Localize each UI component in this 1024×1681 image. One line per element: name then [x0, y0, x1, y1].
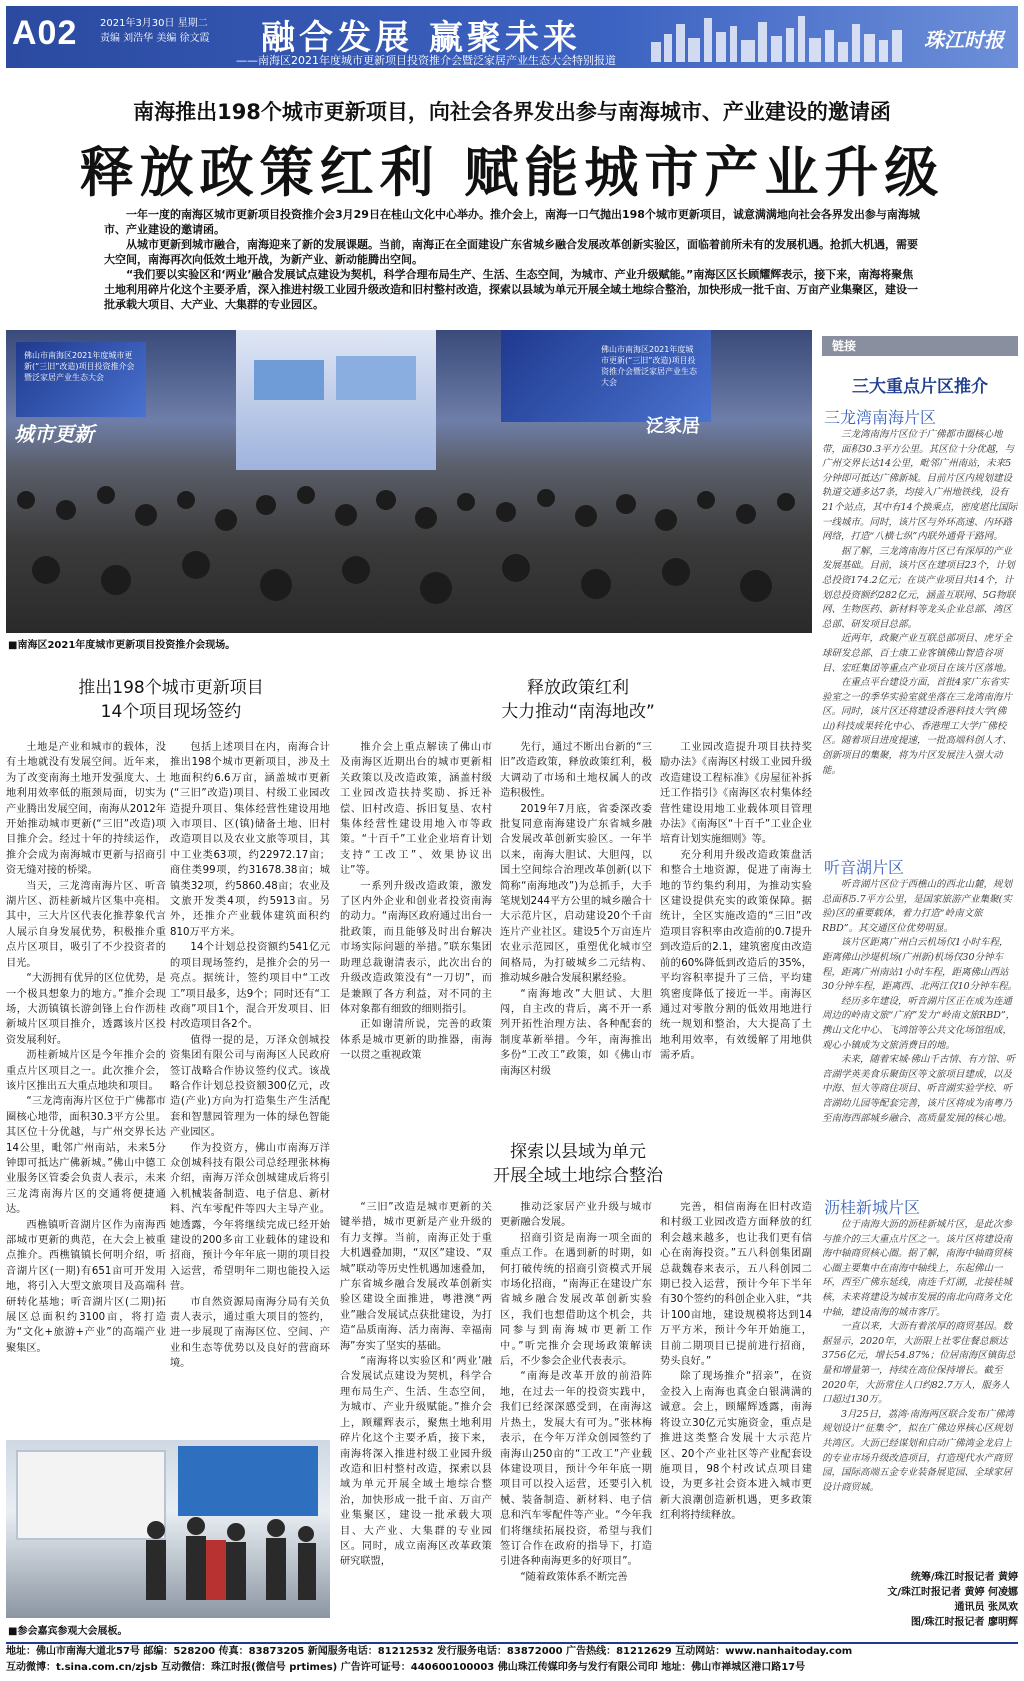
main-headline: 释放政策红利 赋能城市产业升级: [79, 140, 945, 204]
section3-heading: 探索以县域为单元 开展全域土地综合整治: [493, 1142, 663, 1186]
section3-column-1: “三旧”改造是城市更新的关键举措，城市更新是产业升级的有力支撑。当前，南海正处于重大机遇叠加期，“双区”建设、“双城”联动等历史性机遇加速叠加，广东省城乡融合发展改革创新实验区建设全面推进，粤港澳“两业”融合发展试点获批建设，为打造“品质南海、活力南海、幸福南海”夯实了坚实的基础。 “南海将以实验区和‘两业’融合发展试点建设为契机，科学合理布局生产、生活、生态空间，为城市、产业升级赋能。”推介会上，顾耀辉表示，聚焦土地利用碎片化这个主要矛盾，接下来，南海将深入推进村级工业园升级改造和旧村整村改造，探索以县域为单元开展全域土地综合整治，加快形成一批千亩、万亩产业集聚区，建设一批承载大项目、大产业、大集群的专业园区。同时，成立南海区改革政策研究联盟，: [340, 1202, 492, 1568]
audience-crowd: [6, 460, 812, 633]
headline-deck: 南海推出198个城市更新项目，向社会各界发出参与南海城市、产业建设的邀请函: [133, 100, 891, 124]
zone-text-tingyinhu: 听音湖片区位于西樵山的西北山麓，规划总面积5.7平方公里，是国家旅游产业集聚(实验)区的重要载体，着力打造“岭南文旅RBD”。其交通区位优势明显。 该片区距离广州白云机场仅1小时车程，距离佛山沙堤机场(广州新)机场仅30分钟车程，距离广州南站1小时车程，距离佛山西站30分钟车程，距离西、北两江仅10分钟车程。 经历多年建设，听音湖片区正在成为连通周边的岭南文旅“广府”发力“岭南文旅RBD”，携山文化中心、飞鸿馆等公共文化场馆组成，观心小镇成为文旅消费目的地。 未来，随着宋城·佛山千古情、有方馆、听音湖学英美食乐聚街区等文旅项目建成，以及中海、恒大等商住项目、听音湖实验学校、听音湖幼儿园等配套完善，该片区将成为南粤乃至南海西部城乡融合、高质量发展的核心地。: [822, 879, 1018, 1124]
zone-title-tingyinhu: 听音湖片区: [824, 858, 905, 877]
footer-line-2: 互动微博：t.sina.com.cn/zjsb 互动微信：珠江时报(微信号 prtimes) 广告许可证号：440600100003 佛山珠江传媒印务与发行有限公司印 地址：佛山市禅城区港口路17号: [6, 1662, 806, 1673]
section3-column-2: 推动泛家居产业升级与城市更新融合发展。 招商引资是南海一项全面的重点工作。在遇到新的时期，如何打破传统的招商引资模式开展市场化招商，“南海正在建设广东省城乡融合发展改革创新实验区，我们也想借助这个机会，共同参与到南海城市更新工作中。”听完推介会现场政策解读后，不少参会企业代表表示。 “南海是改革开放的前沿阵地，在过去一年的投资实践中，我们已经深深感受到，在南海这片热土，发展大有可为。”张林梅表示，在今年万洋众创园签约了南海山250亩的“工改工”产业载体建设项目，预计今年年底一期项目可以投入运营，还要引入机械、装备制造、新材料、电子信息和汽车零配件等产业。“今年我们将继续拓展投资，希望与我们签订合作在政府的指导下，打造引进各种南海更多的好项目”。 “随着政策体系不断完善: [500, 1202, 652, 1583]
zone-text-liguixincheng: 位于南海大沥的沥桂新城片区，是此次参与推介的三大重点片区之一。该片区将建设南海中轴商贸核心圈。据了解，南海中轴商贸核心圈主要集中在南海中轴线上，东起佛山一环，西至广佛东延线，南连千灯湖，北接桂城核，未来将建设为城市发展的南北向商务文化中轴，建设南海的城市客厅。 一直以来，大沥有着浓厚的商贸基因。数据显示，2020年，大沥限上社零住餐总额达3756亿元，增长54.87%；位居南海区镇街总量和增量第一，持续在高位保持增长。截至2020年，大沥常住人口约82.7万人，服务人口超过130万。 3月25日，荔湾·南海两区联合发布广佛湾规划设计“征集令”，拟在广佛边界核心区规划共湾区。大沥已经谋划和启动广佛湾金龙启上的专业市场升级改造项目，打造现代水产商贸园，国际高端五金专业装备展览园、全球家居设计商贸城。: [822, 1219, 1016, 1493]
lead-paragraph: 从城市更新到城市融合，南海迎来了新的发展课题。当前，南海正在全面建设广东省城乡融合发展改革创新实验区，面临着前所未有的发展机遇。抢抓大机遇，需要大空间，南海再次向低效土地开战，为新产业、新动能腾出空间。: [104, 238, 918, 266]
footer: [6, 1642, 1018, 1676]
zone-text-sanlongwan: 三龙湾南海片区位于广佛都市圈核心地带，面积30.3平方公里。其区位十分优越，与广州交界长达14公里，毗邻广州南站，未来5分钟即可抵达广佛新城。目前片区内规划建设轨道交通多达7条，均接入广州地铁线，设有21个站点，其中有14个换乘点，密度堪比国际一线城市。同时，该片区与外环高速、内环路网络，打造“八横七纵”内联外通骨干路网。 据了解，三龙湾南海片区已有深厚的产业发展基础。目前，该片区在建项目23个，计划总投资174.2亿元；在谈产业项目共14个，计划总投资额约282亿元，涵盖互联网、5G物联网、生物医药、新材料等龙头企业总部、湾区总部、研发项目总部。 近两年，政聚产业互联总部项目、虎牙全球研发总部、百士康工业客镇佛山智造谷项目、宏旺集团等重点产业项目在该片区落地。 在重点平台建设方面，首批4家广东省实验室之一的季华实验室就坐落在三龙湾南海片区。同时，该片区还将建设香港科技大学(佛山)科技成果转化中心、香港理工大学广佛校区。随着项目进度提速，一批高端科创人才、创新项目的集聚，将为片区发展注入强大动能。: [822, 429, 1018, 776]
special-report-subtitle: ——南海区2021年度城市更新项目投资推介会暨泛家居产业生态大会特别报道: [236, 54, 616, 67]
section2-heading: 释放政策红利 大力推动“南海地改”: [501, 678, 655, 722]
stage-center-screen: [236, 330, 436, 470]
conference-photo: [6, 330, 812, 633]
page-number: A02: [12, 14, 78, 52]
stage-text-right: 泛家居: [646, 416, 700, 437]
masthead: [6, 6, 1018, 68]
main-photo-caption: ■南海区2021年度城市更新项目投资推介会现场。: [8, 640, 236, 651]
section-title: 融合发展 赢聚未来: [261, 18, 581, 58]
section2-column-1: 推介会上重点解读了佛山市及南海区近期出台的城市更新相关政策以及改造政策，涵盖村级工业园改造扶持奖励、拆迁补偿、旧村改造、拆旧复垦、农村集体经营性建设用地入市等政策。“十百千”工业企业培育计划支持“工改工”、效果协议出让”等。 一系列升级改造政策，激发了区内外企业和创业者投资南海的动力。“南海区政府通过出台一批政策，而且能够及时出台解决市场实际问题的举措。”联东集团助理总裁谢清表示，此次出台的升级改造政策没有“一刀切”，而是兼顾了各方利益，对不同的主体对象都有细致的细则指引。 正如谢清所说，完善的政策体系是城市更新的助推器，南海一以贯之重视政策: [340, 742, 492, 1062]
section2-column-2: 先行，通过不断出台新的“三旧”改造政策，释放政策红利，极大调动了市场和土地权属人的改造积极性。 2019年7月底，省委深改委批复同意南海建设广东省城乡融合发展改革创新实验区。一年半以来，南海大胆试、大胆闯，以国土空间综合治理改革创新(以下简称“南海地改”)为总抓手，大手笔规划244平方公里的城乡融合十大示范片区，启动建设20个千亩连片产业社区。建设5个万亩连片农业示范园区，重塑优化城市空间格局，为打破城乡二元结构、推动城乡融合发展积累经验。 “南海地改”大胆试、大胆闯，自主改的背后，离不开一系列开拓性治理方法、各种配套的制度革新举措。今年，南海推出多份“工改工”政策，如《佛山市南海区村级: [500, 742, 652, 1077]
sidebar-tag: 链接: [822, 336, 1018, 356]
zone-title-sanlongwan: 三龙湾南海片区: [824, 408, 937, 427]
masthead-meta: [100, 16, 210, 46]
lead-paragraphs: [104, 207, 920, 312]
section3-column-3: 完善，相信南海在旧村改造和村级工业园改造方面释放的红利会越来越多，也让我们更有信心在南海投资。”五八科创集团副总裁魏春来表示，五八科创园二期已投入运营，预计今年下半年有30个签约的科创企业入驻，“共计100亩地，建设规模将达到14万平方米，预计今年开始施工，目前二期项目已提前进行招商，势头良好。” 除了现场推介“招亲”，在资金投入上南海也真金白银满满的诚意。会上，顾耀辉透露，南海将设立30亿元实施资金，重点是推进这类整合发展十大示范片区、20个产业社区等产业配套设施项目，98个村改试点项目建设，为更多社会资本进入城市更新大浪潮创造新机遇，更多政策红利将持续释放。: [660, 1202, 812, 1522]
skyline-graphic: [646, 12, 906, 62]
small-photo-caption: ■参会嘉宾参观大会展板。: [8, 1626, 128, 1637]
newspaper-logo: 珠江时报: [924, 28, 1004, 52]
stage-text-left: 城市更新: [14, 422, 94, 446]
right-screen: 佛山市南海区2021年度城市更新(“三旧”改造)项目投资推介会暨泛家居产业生态大会: [501, 330, 711, 422]
footer-line-1: 地址：佛山市南海大道北57号 邮编：528200 传真：83873205 新闻服务电话：81212532 发行服务电话：83872000 广告热线：81212629 互动网站：www.nanhaitoday.com: [6, 1646, 853, 1657]
lead-paragraph: “我们要以实验区和‘两业’融合发展试点建设为契机，科学合理布局生产、生活、生态空间，为城市、产业升级赋能。”南海区区长顾耀辉表示，接下来，南海将聚焦土地利用碎片化这个主要矛盾，深入推进村级工业园升级改造和旧村整村改造，探索以县域为单元开展全域土地综合整治，加快形成一批千亩、万亩产业集聚区，建设一批承载大项目、大产业、大集群的专业园区。: [104, 268, 918, 311]
issue-date: 2021年3月30日 星期二: [100, 18, 208, 29]
editors-credit: 责编 刘浩华 美编 徐文霞: [100, 33, 210, 44]
section1-heading: 推出198个城市更新项目 14个项目现场签约: [78, 678, 264, 722]
zone-title-liguixincheng: 沥桂新城片区: [824, 1198, 921, 1217]
byline: 统筹/珠江时报记者 黄婷 文/珠江时报记者 黄婷 何凌娜 通讯员 张凤欢 图/珠江时报记者 廖明辉: [887, 1572, 1018, 1628]
left-screen: 佛山市南海区2021年度城市更新(“三旧”改造)项目投资推介会暨泛家居产业生态大会: [16, 342, 146, 417]
sidebar-title: 三大重点片区推介: [852, 377, 988, 397]
visitors-figures: [6, 1510, 330, 1618]
section1-column-2: 包括上述项目在内，南海合计推出198个城市更新项目，涉及土地面积约6.6万亩，涵盖城市更新(“三旧”改造)项目、村级工业园改造提升项目、集体经营性建设用地入市项目、区(镇)储备土地、旧村改造项目以及农业文旅等项目，其中工业类63项，约22972.17亩；商住类99项，约31678.38亩；城镇类32项，约5860.48亩；农业及文旅开发类4项，约5913亩。另外，还推介产业载体建筑面积约810万平方米。 14个计划总投资额约541亿元的项目现场签约，是推介会的另一亮点。据统计，签约项目中“工改工”项目最多，达9个；同时还有“工改商”项目1个，混合开发项目、旧村改造项目各2个。 值得一提的是，万泽众创城投资集团有限公司与南海区人民政府签订战略合作协议签约仪式。该战略合作计划总投资额300亿元，改造(产业)方向为打造集生产生活配套和智慧园管理为一体的绿色智能产业园区。 作为投资方，佛山市南海万洋众创城科技有限公司总经理张林梅介绍，南海万洋众创城建成后将引入机械装备制造、电子信息、新材料、汽车零配件等四大主导产业。她透露，今年将继续完成已经开始建设的200多亩工业载体的建设和招商，预计今年年底一期的项目投入运营，希望明年二期也能投入运营。 市自然资源局南海分局有关负责人表示，通过重大项目的签约，进一步展现了南海区位、空间、产业和生态等优势以及良好的营商环境。: [170, 742, 330, 1370]
section1-column-1: 土地是产业和城市的载体，没有土地就没有发展空间。近年来，为了改变南海土地开发强度大、土地利用效率低的瓶颈局面，切实为产业腾出发展空间，南海从2012年开始推动城市更新(“三旧”改造)项目推介会。经过十年的持续运作，推介会成为南海城市更新与招商引资无缝对接的桥梁。 当天，三龙湾南海片区、听音湖片区、沥桂新城片区集中亮相。其中，三大片区代表化推荐象代言人展示自身发展优势，积极推介重点片区项目，吸引了不少投资者的目光。 “大沥拥有优异的区位优势，是一个极具想象力的地方。”推介会现场，大沥镇镇长游剑锋上台作沥桂新城片区项目推介，透露该片区投资发展利好。 沥桂新城片区是今年推介会的重点片区项目之一。此次推介会，该片区推出五大重点地块和项目。 “三龙湾南海片区位于广佛都市圈核心地带，面积30.3平方公里。其区位十分优越，与广州交界长达14公里，毗邻广州南站，未来5分钟即可抵达广佛新城。”佛山中德工业服务区管委会负责人表示，未来三龙湾南海片区的交通将便捷通达。 西樵镇听音湖片区作为南海西部城市更新的典范，在大会上被重点推介。西樵镇镇长何明介绍，听音湖片区(一期)有651亩可开发用地，将引入大型文旅项目及高端科研转化基地；听音湖片区(二期)拓展区总面积约3100亩，将打造为“文化+旅游+产业”的高端产业聚集区。: [6, 742, 166, 1354]
section2-column-3: 工业园改造提升项目扶持奖励办法》《南海区村级工业园升级改造建设工程标准》《房屋征补拆迁工作指引》《南海区农村集体经营性建设用地工业载体项目管理办法》《南海区“十百千”工业企业培育计划实施细则》等。 充分利用升级改造政策盘活和整合土地资源，促进了南海土地的节约集约利用，为推动实验区建设提供充实的政策保障。据统计，全区实施改造的“三旧”改造项目容积率由改造前的0.7提升到改造后的2.1，建筑密度由改造前的60%降低到改造后的35%，平均容积率提升了三倍，平均建筑密度降低了接近一半。南海区通过对零散分割的低效用地进行统一规划和整治，大大提高了土地利用效率，有效缓解了用地供需矛盾。: [660, 742, 812, 1062]
lead-paragraph: 一年一度的南海区城市更新项目投资推介会3月29日在桂山文化中心举办。推介会上，南海一口气抛出198个城市更新项目，诚意满满地向社会各界发出参与南海城市、产业建设的邀请函。: [104, 208, 920, 236]
exhibition-photo: [6, 1440, 330, 1618]
